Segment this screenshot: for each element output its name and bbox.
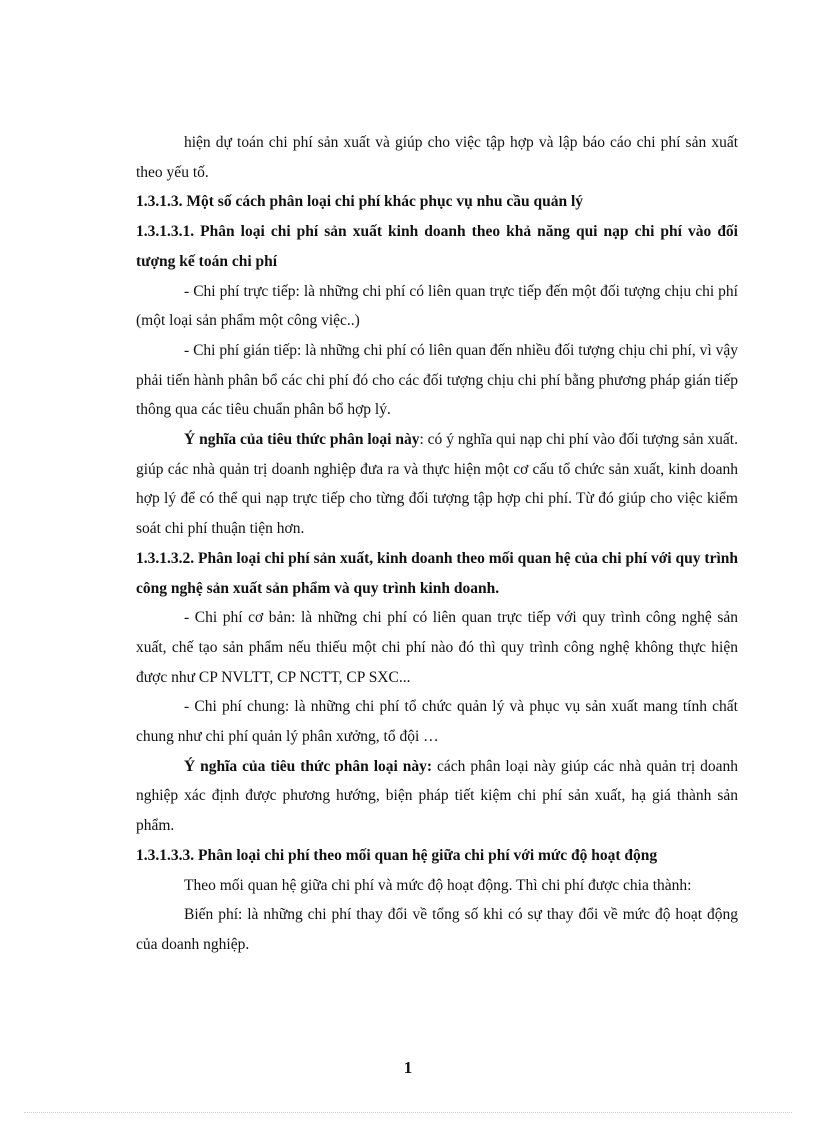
paragraph-lead: Ý nghĩa của tiêu thức phân loại này:: [184, 757, 433, 775]
paragraph-lead: Ý nghĩa của tiêu thức phân loại này: [184, 431, 420, 449]
section-heading: 1.3.1.3.2. Phân loại chi phí sản xuất, kinh doanh theo mối quan hệ của chi phí với quy trình công nghệ sản xuất sản phẩm và quy trình kinh doanh.: [136, 549, 738, 597]
paragraph: - Chi phí cơ bản: là những chi phí có liên quan trực tiếp với quy trình công nghệ sản xuất, chế tạo sản phẩm nếu thiếu một chi phí nào đó thì quy trình công nghệ không thực hiện được như CP NVLTT, CP NCTT, CP SXC...: [136, 609, 738, 686]
page-bottom-divider: [24, 1112, 792, 1113]
paragraph: Biến phí: là những chi phí thay đổi về tổng số khi có sự thay đổi về mức độ hoạt động của doanh nghiệp.: [136, 906, 738, 953]
paragraph: Theo mối quan hệ giữa chi phí và mức độ hoạt động. Thì chi phí được chia thành:: [184, 876, 692, 894]
paragraph: [136, 752, 738, 841]
section-heading: 1.3.1.3.1. Phân loại chi phí sản xuất kinh doanh theo khả năng qui nạp chi phí vào đối tượng kế toán chi phí: [136, 223, 738, 270]
page-body: [136, 128, 738, 960]
paragraph-text: : có ý nghĩa qui nạp chi phí vào đối tượng sản xuất. giúp các nhà quản trị doanh nghiệp đưa ra và thực hiện một cơ cấu tổ chức sản xuất, kinh doanh hợp lý để có thể qui nạp trực tiếp cho từng đối tượng tập hợp chi phí. Từ đó giúp cho việc kiểm soát chi phí thuận tiện hơn.: [136, 431, 738, 538]
section-heading: 1.3.1.3. Một số cách phân loại chi phí khác phục vụ nhu cầu quản lý: [136, 193, 584, 211]
section-heading: 1.3.1.3.3. Phân loại chi phí theo mối quan hệ giữa chi phí với mức độ hoạt động: [136, 846, 658, 864]
paragraph: - Chi phí gián tiếp: là những chi phí có liên quan đến nhiều đối tượng chịu chi phí, vì vậy phải tiến hành phân bổ các chi phí đó cho các đối tượng chịu chi phí bằng phương pháp gián tiếp thông qua các tiêu chuẩn phân bổ hợp lý.: [136, 341, 738, 419]
page-number: 1: [403, 1058, 413, 1077]
paragraph: - Chi phí chung: là những chi phí tổ chức quản lý và phục vụ sản xuất mang tính chất chung như chi phí quản lý phân xưởng, tổ đội …: [136, 698, 738, 746]
paragraph: - Chi phí trực tiếp: là những chi phí có liên quan trực tiếp đến một đối tượng chịu chi phí (một loại sản phẩm một công việc..): [136, 282, 738, 330]
paragraph: [136, 425, 738, 544]
paragraph-text: cách phân loại này giúp các nhà quản trị doanh nghiệp xác định được phương hướng, biện pháp tiết kiệm chi phí sản xuất, hạ giá thành sản phẩm.: [136, 757, 738, 835]
paragraph: hiện dự toán chi phí sản xuất và giúp cho việc tập hợp và lập báo cáo chi phí sản xuất theo yếu tố.: [136, 134, 738, 181]
